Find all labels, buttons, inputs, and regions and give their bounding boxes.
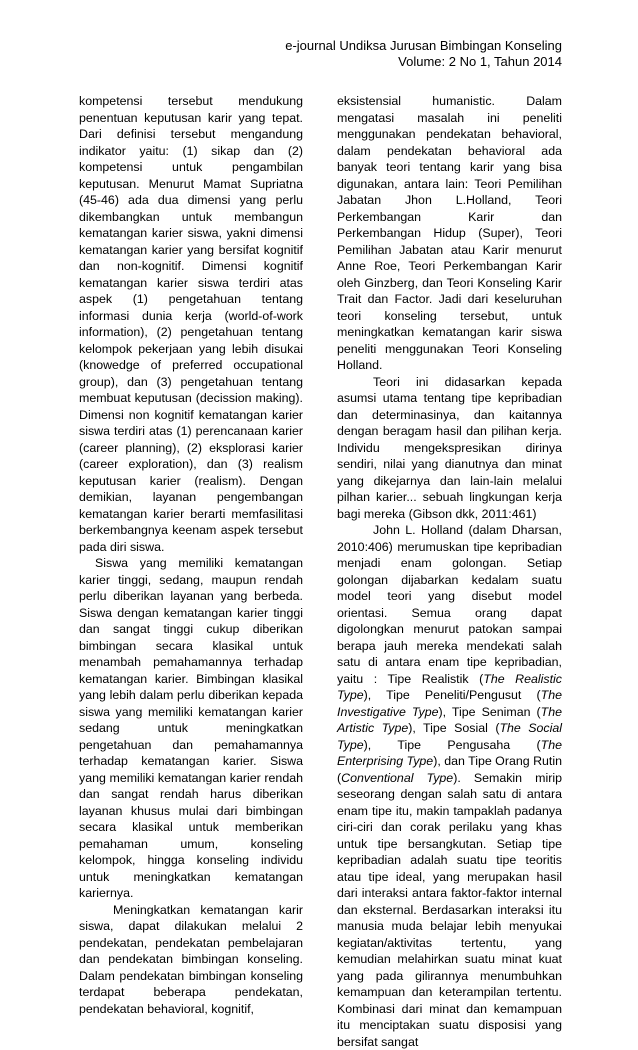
type-name: The Realistic Type [337,671,562,702]
text-run: ), Tipe Peneliti/Pengusut ( [363,688,541,702]
journal-header [285,38,562,70]
text-run: John L. Holland (dalam Dharsan, 2010:406) merumuskan tipe kepribadian menjadi enam golongan. Setiap golongan dijabarkan kedalam suatu model teori yang disebut model orientasi. Semua orang dapat digolongkan menurut patokan sampai berapa jauh mereka mendekati salah satu di antara enam tipe kepribadian, yaitu : Tipe Realistik ( [337,523,562,686]
type-name: Conventional Type [341,770,454,785]
paragraph: kompetensi tersebut mendukung penentuan keputusan karir yang tepat. Dari definisi tersebut mengandung indikator yaitu: (1) sikap dan (2) kompetensi untuk pengambilan keputusan. Menurut Mamat Supriatna (45-46) ada dua dimensi yang perlu dikembangkan untuk membangun kematangan karier siswa, yakni dimensi kematangan karier yang bersifat kognitif dan non-kognitif. Dimensi kognitif kematangan karier siswa terdiri atas aspek (1) pengetahuan tentang informasi dunia kerja (world-of-work information), (2) pengetahuan tentang kelompok pekerjaan yang lebih disukai (knowedge of preferred occupational group), dan (3) pengetahuan tentang membuat keputusan (decission making). Dimensi non kognitif kematangan karier siswa terdiri atas (1) perencanaan karier (career planning), (2) eksplorasi karier (career exploration), dan (3) realism keputusan karier (realism). Dengan demikian, layanan pengembangan kematangan karier berarti memfasilitasi berkembangnya keenam aspek tersebut pada diri siswa. [79,94,303,554]
journal-title: e-journal Undiksa Jurusan Bimbingan Konseling [285,38,562,53]
paragraph: Siswa yang memiliki kematangan karier tinggi, sedang, maupun rendah perlu diberikan layanan yang berbeda. Siswa dengan kematangan karier tinggi dan sangat tinggi cukup diberikan bimbingan secara klasikal untuk menambah pemahamannya terhadap kematangan karier. Bimbingan klasikal yang lebih dalam perlu diberikan kepada siswa yang memiliki kematangan karier sedang untuk meningkatkan pengetahuan dan pemahamannya terhadap kematangan karier. Siswa yang memiliki kematangan karier rendah dan sangat rendah harus diberikan layanan khusus mulai dari bimbingan secara klasikal untuk memberikan pemahaman umum, konseling kelompok, hingga konseling individu untuk meningkatkan kematangan kariernya. [79,556,303,900]
type-name: The Enterprising Type [337,737,562,768]
paragraph [337,522,562,1050]
paragraph: Meningkatkan kematangan karir siswa, dapat dilakukan melalui 2 pendekatan, pendekatan pembelajaran dan pendekatan bimbingan konseling. Dalam pendekatan bimbingan konseling terdapat beberapa pendekatan, pendekatan behavioral, kognitif, [79,902,303,1016]
type-name: The Investigative Type [337,688,562,719]
paragraph: eksistensial humanistic. Dalam mengatasi masalah ini peneliti menggunakan pendekatan behavioral, dalam pendekatan behavioral ada banyak teori tentang karir yang bisa digunakan, antara lain: Teori Pemilihan Jabatan Jhon L.Holland, Teori Perkembangan Karir dan Perkembangan Hidup (Super), Teori Pemilihan Jabatan atau Karir menurut Anne Roe, Teori Perkembangan Karir oleh Ginzberg, dan Teori Konseling Karir Trait dan Factor. Jadi dari keseluruhan teori konseling tersebut, untuk meningkatkan kematangan karir siswa peneliti menggunakan Teori Konseling Holland. [337,94,562,372]
text-run: ), dan Tipe Orang Rutin ( [337,754,562,785]
right-column [337,93,562,1050]
left-column [79,93,303,1017]
text-run: ). Semakin mirip seseorang dengan salah satu di antara enam tipe itu, makin tampaklah padanya ciri-ciri dan corak perilaku yang khas untuk tipe bersangkutan. Setiap tipe kepribadian adalah suatu tipe teoritis atau tipe ideal, yang merupakan hasil dari interaksi antara faktor-faktor internal dan eksternal. Berdasarkan interaksi itu manusia muda belajar lebih menyukai kegiatan/aktivitas tertentu, yang kemudian melahirkan suatu minat kuat yang pada gilirannya menumbuhkan kemampuan dan keterampilan tertentu. Kombinasi dari minat dan kemampuan itu menciptakan suatu disposisi yang bersifat sangat [337,770,562,1049]
text-run: ), Tipe Pengusaha ( [363,737,541,752]
type-name: The Artistic Type [337,704,562,735]
journal-volume: Volume: 2 No 1, Tahun 2014 [398,54,562,69]
type-name: The Social Type [337,721,562,752]
text-run: ), Tipe Seniman ( [438,704,541,719]
paragraph: Teori ini didasarkan kepada asumsi utama tentang tipe kepribadian dan determinasinya, dan kaitannya dengan beragam hasil dan pilihan kerja. Individu mengekspresikan dirinya sendiri, nilai yang dianutnya dan minat yang dikejarnya dan lain-lain melalui pilhan karier... sebuah lingkungan kerja bagi mereka (Gibson dkk, 2011:461) [337,374,562,521]
text-run: ), Tipe Sosial ( [408,721,500,735]
